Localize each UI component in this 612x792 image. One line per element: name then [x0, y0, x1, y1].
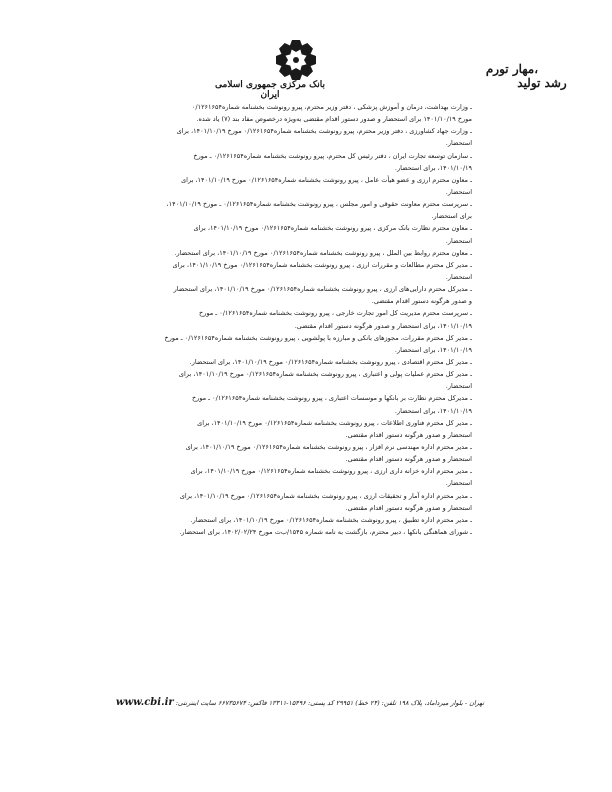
text-line: ۱۴۰۱/۱۰/۱۹، برای استحضار.	[394, 406, 472, 415]
footer-website[interactable]: www.cbi.ir	[115, 697, 174, 708]
text-line: استحضار.	[445, 382, 472, 391]
text-line: ـ وزارت بهداشت، درمان و آموزش پزشکی ، دفتر وزیر محترم، پیرو رونوشت بخشنامه شماره۰/۱۲۶۱۶۵۴	[191, 103, 472, 111]
text-line: ـ سرپرست محترم معاونت حقوقی و امور مجلس ، پیرو رونوشت بخشنامه شماره۰/۱۲۶۱۶۵۴ ـ مورخ ۱۴۰۱/۱۰/۱۹،	[166, 200, 472, 209]
text-line: استحضار و صدور هرگونه دستور اقدام مقتضی.	[345, 503, 472, 512]
text-line: برای استحضار.	[431, 212, 472, 221]
slogan	[432, 62, 592, 90]
cbi-emblem-icon	[274, 38, 318, 82]
bank-name: بانک مرکزی جمهوری اسلامی ایران	[215, 80, 325, 100]
footer-address: تهران - بلوار میرداماد، پلاک ۱۹۸ تلفن: (۲۴ خط) ۲۹۹۵۱ کد پستی: ۱۵۴۹۶-۱۳۳۱۱ فاکس: ۶۶۷۳۵۶۷۴ سایت اینترنتی:	[175, 699, 485, 707]
text-line: ۱۴۰۱/۱۰/۱۹، برای استحضار.	[394, 163, 472, 172]
text-line: استحضار و صدور هرگونه دستور اقدام مقتضی.	[345, 430, 472, 439]
text-line: استحضار.	[445, 139, 472, 148]
text-line: ـ مدیر محترم اداره خزانه داری ارزی ، پیرو رونوشت بخشنامه شماره۰/۱۲۶۱۶۵۴ مورخ ۱۴۰۱/۱۰/۱۹، برای	[190, 467, 472, 476]
text-line: ۱۴۰۱/۱۰/۱۹، برای استحضار و صدور هرگونه دستور اقدام مقتضی.	[294, 321, 472, 330]
slogan-line-2: رشد تولید	[517, 76, 567, 90]
text-line: ـ شورای هماهنگی بانکها ، دبیر محترم، بازگشت به نامه شماره ۱۵۴۵/ب‌ت مورخ ۱۴۰۲/۰۲/۲۴، برای استحضار.	[179, 527, 472, 536]
text-line: ـ مدیر محترم اداره مهندسی نرم افزار ، پیرو رونوشت بخشنامه شماره۰/۱۲۶۱۶۵۴ مورخ ۱۴۰۱/۱۰/۱۹، برای	[185, 442, 472, 451]
text-line: ـ مدیرکل محترم نظارت بر بانکها و موسسات اعتباری ، پیرو رونوشت بخشنامه شماره۰/۱۲۶۱۶۵۴ ـ مورخ	[191, 394, 472, 403]
text-line: ـ معاون محترم ارزی و عضو هیأت عامل ، پیرو رونوشت بخشنامه شماره۰/۱۲۶۱۶۵۴ مورخ ۱۴۰۱/۱۰/۱۹، برای	[181, 175, 472, 184]
text-line: ـ معاون محترم نظارت بانک مرکزی ، پیرو رونوشت بخشنامه شماره۰/۱۲۶۱۶۵۴ مورخ ۱۴۰۱/۱۰/۱۹، برای	[193, 224, 472, 233]
text-line: ـ معاون محترم روابط بین الملل ، پیرو رونوشت بخشنامه شماره۰/۱۲۶۱۶۵۴ مورخ ۱۴۰۱/۱۰/۱۹، برای استحضار.	[174, 248, 472, 257]
text-line: ـ مدیر کل محترم عملیات پولی و اعتباری ، پیرو رونوشت بخشنامه شماره۰/۱۲۶۱۶۵۴ مورخ ۱۴۰۱/۱۰/۱۹، برای	[178, 370, 472, 379]
text-line: استحضار.	[445, 236, 472, 245]
text-line: استحضار.	[445, 187, 472, 196]
text-line: مورخ ۱۴۰۱/۱۰/۱۹ برای استحضار و صدور دستور اقدام مقتضی به‌ویژه درخصوص مفاد بند (۷) یاد شده.	[196, 115, 472, 124]
text-line: ـ مدیر کل محترم اقتصادی ، پیرو رونوشت بخشنامه شماره۰/۱۲۶۱۶۵۴ مورخ ۱۴۰۱/۱۰/۱۹، برای استحضار.	[189, 357, 472, 366]
recipient-list	[80, 101, 472, 538]
text-line: استحضار و صدور هرگونه دستور اقدام مقتضی.	[345, 455, 472, 464]
text-line: ۱۴۰۱/۱۰/۱۹، برای استحضار.	[394, 345, 472, 354]
text-line: ـ سازمان توسعه تجارت ایران ، دفتر رئیس کل محترم، پیرو رونوشت بخشنامه شماره۰/۱۲۶۱۶۵۴ ـ مورخ	[193, 151, 472, 160]
text-line: و صدور هرگونه دستور اقدام مقتضی.	[371, 297, 472, 306]
text-line: ـ مدیر کل محترم مقررات، مجوزهای بانکی و مبارزه با پولشویی ، پیرو رونوشت بخشنامه شماره۰/۱۲۶۱۶۵۴ ـ مورخ	[164, 333, 472, 342]
text-line: استحضار.	[445, 272, 472, 281]
text-line: ـ وزارت جهاد کشاورزی ، دفتر وزیر محترم، پیرو رونوشت بخشنامه شماره۰/۱۲۶۱۶۵۴ مورخ ۱۴۰۱/۱۰/۱۹، برای	[176, 127, 472, 136]
text-line: ـ مدیرکل محترم دارایی‌های ارزی ، پیرو رونوشت بخشنامه شماره۰/۱۲۶۱۶۵۴ مورخ ۱۴۰۱/۱۰/۱۹، برای استحضار	[173, 285, 472, 294]
slogan-line-1: مهار تورم،	[485, 62, 539, 76]
text-line: ـ مدیر کل محترم فناوری اطلاعات ، پیرو رونوشت بخشنامه شماره۰/۱۲۶۱۶۵۴ مورخ ۱۴۰۱/۱۰/۱۹، برای	[197, 418, 472, 427]
footer	[90, 698, 510, 708]
text-line: ـ مدیر محترم اداره تطبیق ، پیرو رونوشت بخشنامه شماره۰/۱۲۶۱۶۵۴ مورخ ۱۴۰۱/۱۰/۱۹، برای استحضار.	[190, 515, 472, 524]
text-line: استحضار.	[445, 479, 472, 488]
text-line: ـ سرپرست محترم مدیریت کل امور تجارت خارجی ، پیرو رونوشت بخشنامه شماره۰/۱۲۶۱۶۵۴ ـ مورخ	[199, 309, 472, 318]
text-line: ـ مدیر محترم اداره آمار و تحقیقات ارزی ، پیرو رونوشت بخشنامه شماره۰/۱۲۶۱۶۵۴ مورخ ۱۴۰۱/۱۰/۱۹، برای	[179, 491, 472, 500]
text-line: ـ مدیر کل محترم مطالعات و مقررات ارزی ، پیرو رونوشت بخشنامه شماره۰/۱۲۶۱۶۵۴ مورخ ۱۴۰۱/۱۰/۱۹، برای	[172, 260, 472, 269]
